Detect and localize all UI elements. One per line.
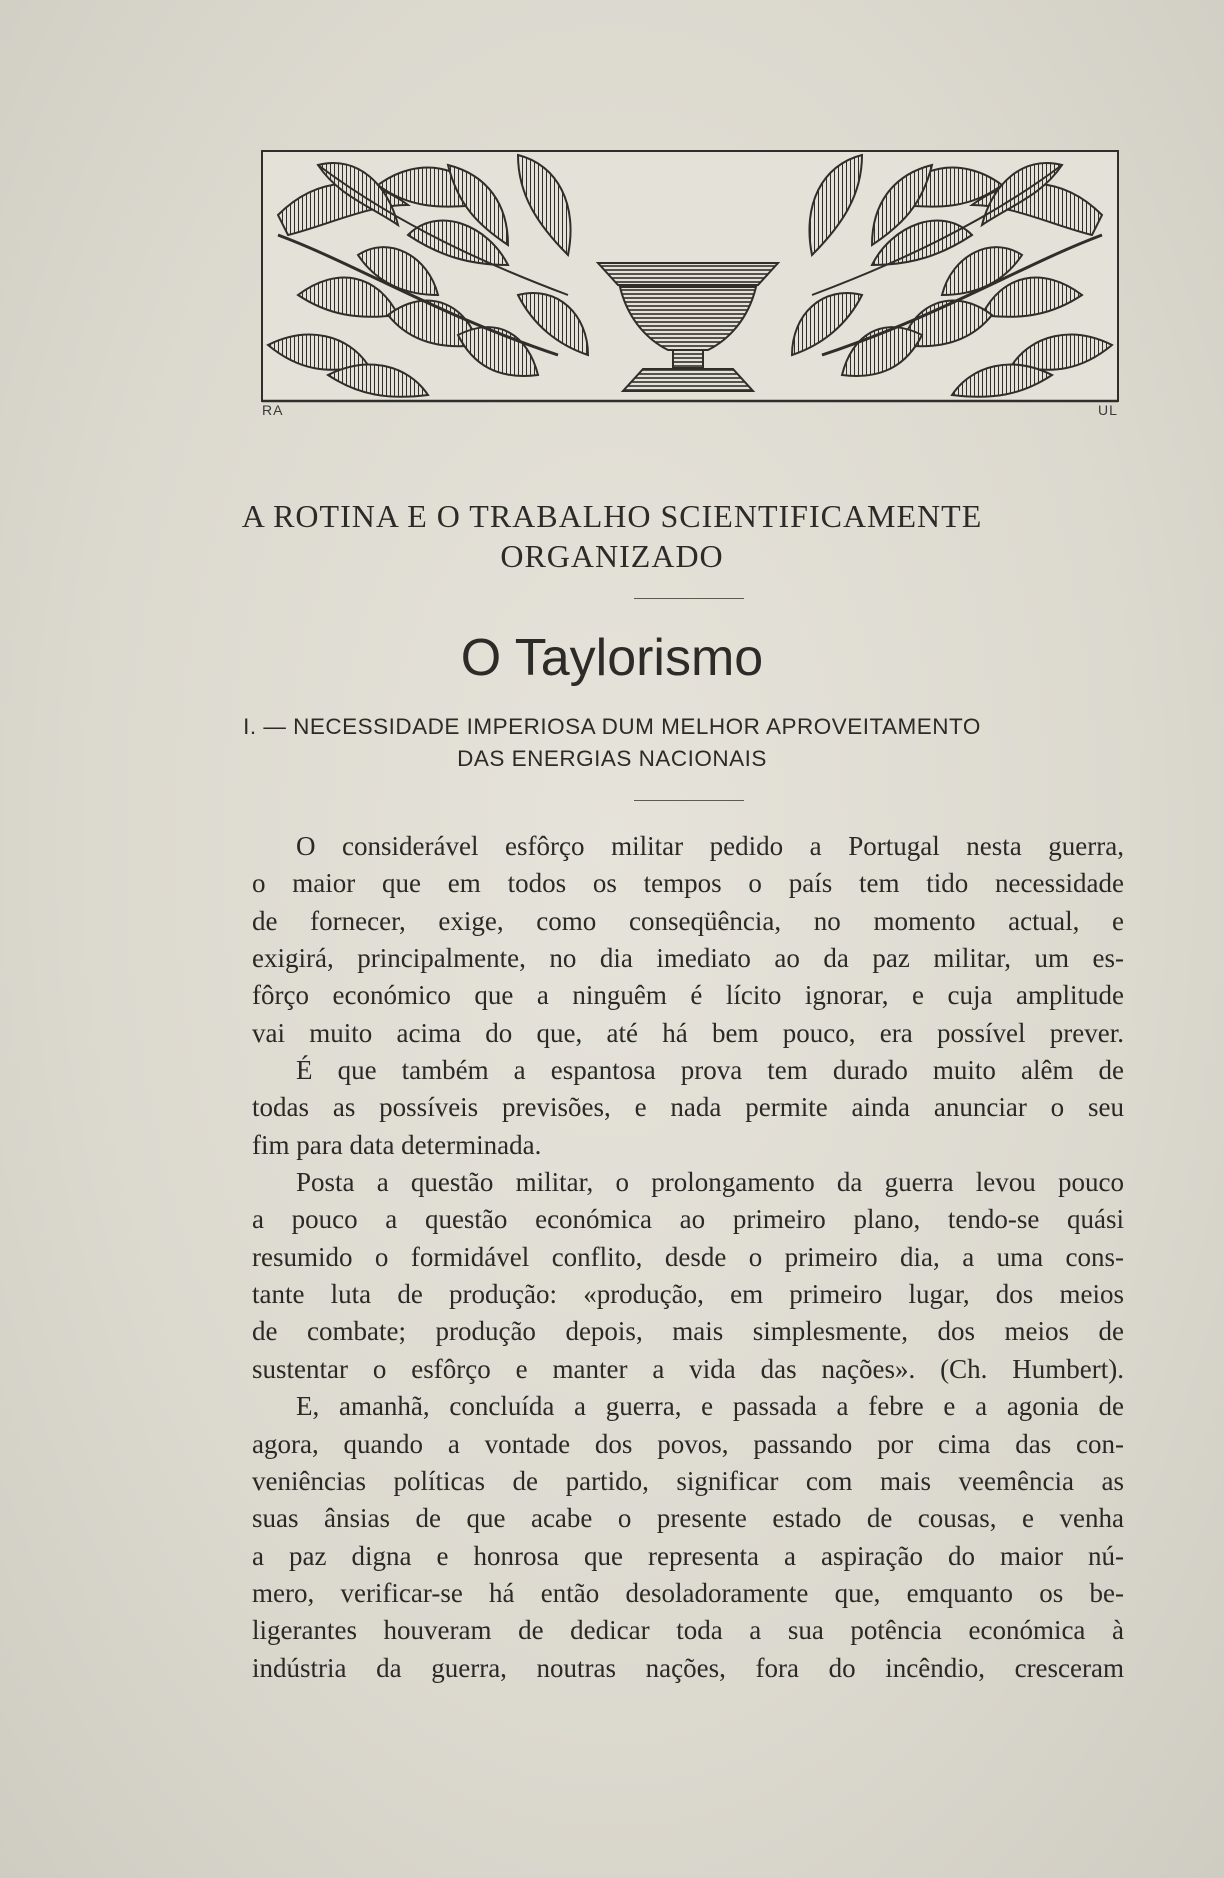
text-line: o maior que em todos os tempos o país tem tido necessidade (252, 868, 1124, 899)
paragraph (252, 1164, 1124, 1388)
section-heading-line-1: I. — NECESSIDADE IMPERIOSA DUM MELHOR APROVEITAMENTO (243, 714, 981, 739)
chapter-heading-line-1: A ROTINA E O TRABALHO SCIENTIFICAMENTE (241, 498, 983, 534)
decorative-header-ornament (258, 145, 1122, 415)
text-line: de combate; produção depois, mais simplesmente, dos meios de (252, 1316, 1124, 1347)
text-line: É que também a espantosa prova tem durado muito alêm de (296, 1055, 1124, 1086)
page-title: O Taylorismo (460, 629, 764, 687)
text-line: vai muito acima do que, até há bem pouco, era possível prever. (252, 1017, 1124, 1048)
text-line: E, amanhã, concluída a guerra, e passada a febre e a agonia de (296, 1391, 1124, 1422)
text-line: veniências políticas de partido, significar com mais veemência as (252, 1465, 1124, 1496)
paragraph (252, 1052, 1124, 1164)
text-line: indústria da guerra, noutras nações, fora do incêndio, cresceram (252, 1652, 1124, 1683)
text-line: de fornecer, exige, como conseqüência, no momento actual, e (252, 905, 1124, 936)
ornament-signature-left: RA (262, 402, 284, 418)
text-line: Posta a questão militar, o prolongamento da guerra levou pouco (296, 1167, 1124, 1198)
chapter-heading-line-2: ORGANIZADO (500, 538, 724, 574)
section-heading-line-2: DAS ENERGIAS NACIONAIS (457, 746, 767, 771)
text-line: fim para data determinada. (252, 1129, 542, 1160)
text-line: tante luta de produção: «produção, em primeiro lugar, dos meios (252, 1279, 1124, 1310)
text-line: exigirá, principalmente, no dia imediato ao da paz militar, um es- (252, 943, 1124, 974)
divider-rule (634, 598, 744, 599)
body-text (252, 828, 1124, 1687)
text-line: sustentar o esfôrço e manter a vida das nações». (Ch. Humbert). (252, 1353, 1124, 1384)
text-line: agora, quando a vontade dos povos, passando por cima das con- (252, 1428, 1124, 1459)
text-line: O considerável esfôrço militar pedido a Portugal nesta guerra, (296, 831, 1124, 861)
paragraph (252, 828, 1124, 1052)
text-line: mero, verificar-se há então desoladoramente que, emquanto os be- (252, 1577, 1124, 1608)
text-line: a pouco a questão económica ao primeiro plano, tendo-se quási (252, 1204, 1124, 1235)
text-line: a paz digna e honrosa que representa a aspiração do maior nú- (252, 1540, 1124, 1571)
divider-rule (634, 800, 744, 801)
text-line: ligerantes houveram de dedicar toda a sua potência económica à (252, 1615, 1124, 1646)
paragraph (252, 1388, 1124, 1687)
text-line: fôrço económico que a ninguêm é lícito ignorar, e cuja amplitude (252, 980, 1124, 1011)
text-line: todas as possíveis previsões, e nada permite ainda anunciar o seu (252, 1092, 1124, 1123)
text-line: suas ânsias de que acabe o presente estado de cousas, e venha (252, 1503, 1124, 1534)
ornament-signature-right: UL (1098, 402, 1118, 418)
text-line: resumido o formidável conflito, desde o primeiro dia, a uma cons- (252, 1241, 1124, 1272)
